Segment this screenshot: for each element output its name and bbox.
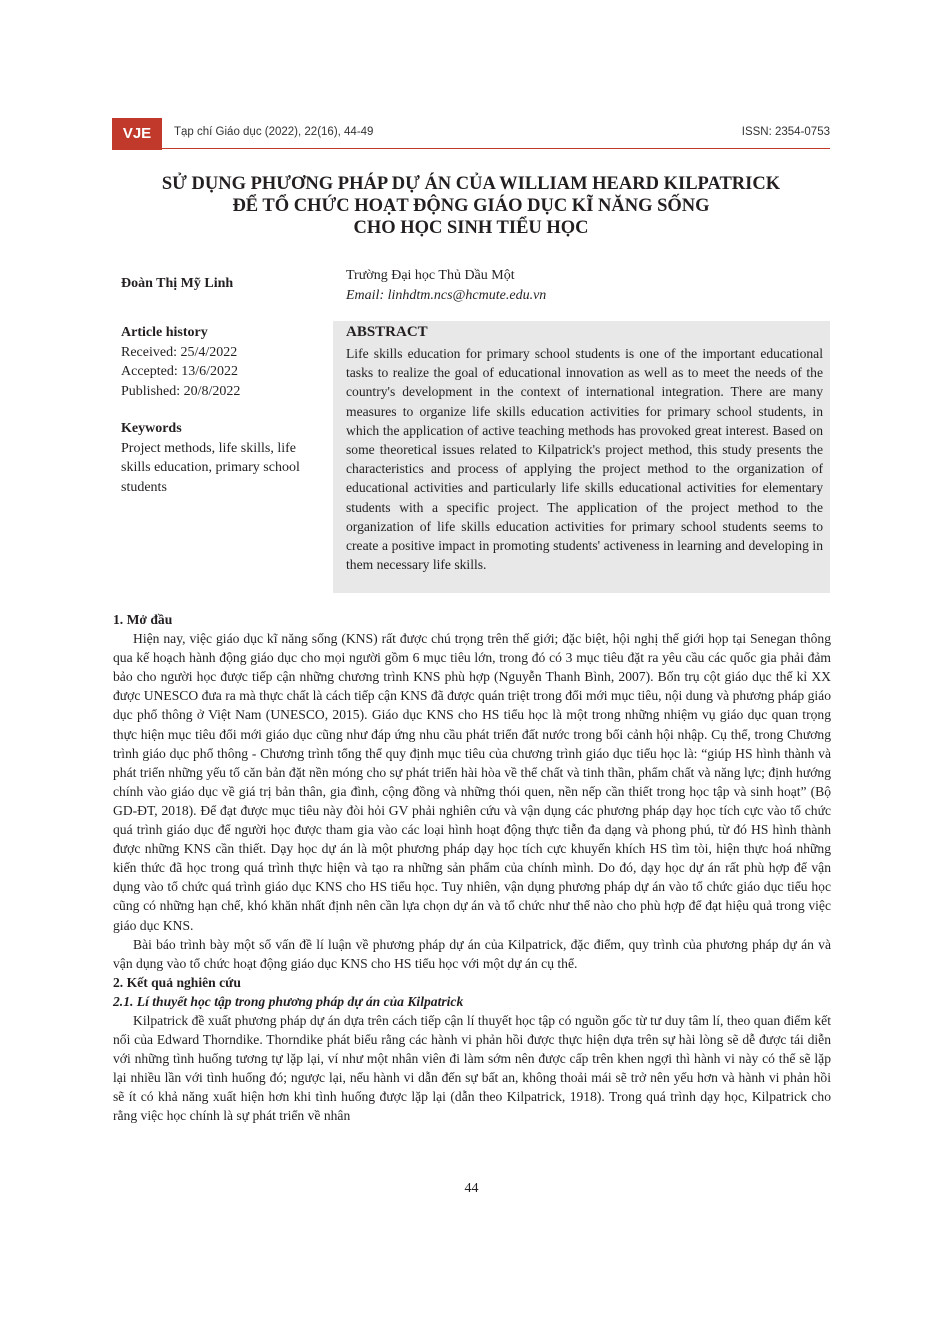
affiliation: Trường Đại học Thủ Dầu Một xyxy=(346,268,515,283)
author-name: Đoàn Thị Mỹ Linh xyxy=(121,276,234,291)
accepted-date: Accepted: 13/6/2022 xyxy=(121,364,239,379)
abstract-text: Life skills education for primary school students is one of the important educational tasks to realize the goal of educational innovation as well as to meet the needs of the country's development in the context of international integration. There are many measures to organize life skills education activities for primary school students, in which the application of active teaching methods has provoked great interest. Based on some theoretical issues related to Kilpatrick's project method, this study presents the characteristics and process of applying the project method to the organization of educational activities and particularly life skills educational activities for elementary students with a specific project. The application of the project method to the organization of life skills education activities for primary school students seems to create a positive impact in promoting students' activeness in learning and developing in them necessary life skills. xyxy=(346,346,823,573)
journal-logo: VJE xyxy=(112,118,162,150)
subsection-heading: 2.1. Lí thuyết học tập trong phương pháp dự án của Kilpatrick xyxy=(113,993,464,1009)
author-email: Email: linhdtm.ncs@hcmute.edu.vn xyxy=(346,288,547,303)
page-number: 44 xyxy=(464,1181,479,1196)
paragraph: Bài báo trình bày một số vấn đề lí luận về phương pháp dự án của Kilpatrick, đặc điểm, quy trình của phương pháp dự án và vận dụng vào tổ chức hoạt động giáo dục KNS cho HS tiểu học với một dự án cụ thể. xyxy=(113,936,831,971)
section-heading-introduction: 1. Mở đầu xyxy=(113,612,173,627)
paragraph: Hiện nay, việc giáo dục kĩ năng sống (KNS) rất được chú trọng trên thế giới; đặc biệt, hội nghị thế giới họp tại Senegan thông qua kế hoạch hành động giáo dục cho mọi người gồm 6 mục tiêu lớn, trong đó có 3 mục tiêu đặt ra yêu cầu các quốc gia phải đảm bảo cho người học được tiếp cận những chương trình KNS phù hợp (Nguyễn Thanh Bình, 2007). Bốn trụ cột giáo dục thế kỉ XX được UNESCO đưa ra mà thực chất là cách tiếp cận KNS đã được quán triệt trong đổi mới mục tiêu, nội dung và phương pháp giáo dục phổ thông ở Việt Nam (UNESCO, 2015). Giáo dục KNS cho HS tiểu học là một trong những nhiệm vụ giáo dục quan trọng thực hiện mục tiêu đổi mới giáo dục cũng như đáp ứng nhu cầu phát triển đất nước trong bối cảnh hội nhập. Cụ thể, trong Chương trình giáo dục phổ thông - Chương trình tổng thể quy định mục tiêu của chương trình giáo dục tiểu học là: “giúp HS hình thành và phát triển những yếu tố căn bản đặt nền móng cho sự phát triển hài hòa về thể chất và tinh thần, phẩm chất và năng lực; định hướng chính vào giáo dục về giá trị bản thân, gia đình, cộng đồng và những thói quen, nền nếp cần thiết trong học tập và sinh hoạt” (Bộ GD-ĐT, 2018). Để đạt được mục tiêu này đòi hỏi GV phải nghiên cứu và vận dụng các phương pháp dạy học tích cực vào tổ chức quá trình giáo dục để người học được tham gia vào các loại hình hoạt động thực tiễn đa dạng và phong phú, từ đó HS hình thành được những KNS cần thiết. Dạy học dự án là một phương pháp dạy học tích cực khuyến khích HS tìm tòi, hiện thực hoá những kiến thức đã học trong quá trình thực hiện và tạo ra những sản phẩm của chính mình. Do đó, dạy học dự án rất phù hợp để vận dụng vào tổ chức quá trình giáo dục KNS cho HS tiểu học. Tuy nhiên, vận dụng phương pháp dự án vào tổ chức giáo dục tiểu học cũng có những hạn chế, khó khăn nhất định nên cần lựa chọn dự án và tổ chức như thế nào cho phù hợp để đạt hiệu quả trong việc giáo dục KNS. xyxy=(113,631,831,933)
abstract-heading: ABSTRACT xyxy=(346,324,428,340)
paragraph: Kilpatrick đề xuất phương pháp dự án dựa trên cách tiếp cận lí thuyết học tập có nguồn gốc từ tư duy tâm lí, theo quan điểm kết nối của Edward Thorndike. Thorndike phát biểu rằng các hành vi phản hồi được thực hiện dựa trên sự hài lòng sẽ dễ được tái diễn với những tình huống tương tự lặp lại, ví như một nhân viên đi làm sớm nên được cấp trên khen ngợi thì hành vi này có thể sẽ lặp lại nhiều lần với tình huống đó; ngược lại, nếu hành vi dẫn đến sự bất an, không thoải mái sẽ trở nên yếu hơn và hành vi phản hồi sẽ ít có khả năng xuất hiện hơn khi tình huống được lặp lại (dẫn theo Kilpatrick, 1918). Trong quá trình dạy học, Kilpatrick cho rằng việc học chính là sự phát triển về nhân xyxy=(113,1012,831,1124)
article-title xyxy=(112,173,830,239)
journal-citation: Tạp chí Giáo dục (2022), 22(16), 44-49 xyxy=(174,126,374,138)
header-rule xyxy=(162,148,830,149)
title-line-3: CHO HỌC SINH TIỂU HỌC xyxy=(353,218,589,238)
section-heading-results: 2. Kết quả nghiên cứu xyxy=(113,974,241,990)
published-date: Published: 20/8/2022 xyxy=(121,383,241,399)
abstract-box xyxy=(333,321,830,593)
article-info xyxy=(121,323,321,497)
keywords-heading: Keywords xyxy=(121,421,182,436)
title-line-1: SỬ DỤNG PHƯƠNG PHÁP DỰ ÁN CỦA WILLIAM HEARD KILPATRICK xyxy=(161,174,781,194)
article-history-heading: Article history xyxy=(121,325,208,340)
author-affiliation-block xyxy=(346,266,546,306)
keywords-text: Project methods, life skills, life skills education, primary school students xyxy=(121,440,300,495)
article-body xyxy=(113,610,831,1126)
received-date: Received: 25/4/2022 xyxy=(121,344,238,360)
issn: ISSN: 2354-0753 xyxy=(741,126,830,138)
title-line-2: ĐỂ TỔ CHỨC HOẠT ĐỘNG GIÁO DỤC KĨ NĂNG SỐNG xyxy=(232,196,710,216)
journal-header xyxy=(112,118,830,150)
